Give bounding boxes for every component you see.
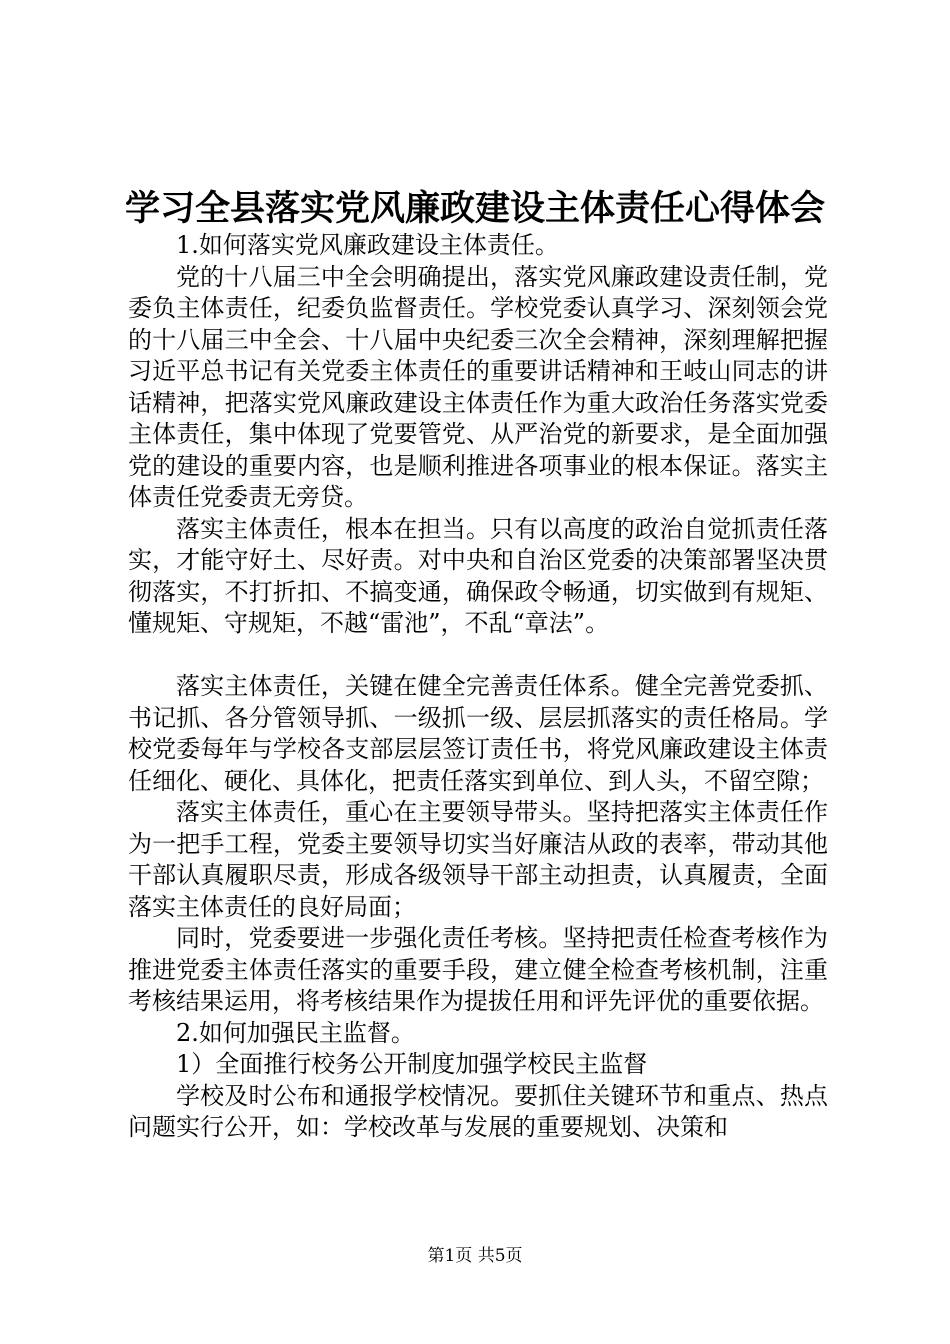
paragraph-spacer [128,640,828,672]
paragraph: 同时，党委要进一步强化责任考核。坚持把责任检查考核作为推进党委主体责任落实的重要手段，建立健全检查考核机制，注重考核结果运用，将考核结果作为提拔任用和评先评优的重要依据。 [128,924,828,1015]
paragraph-subheading: 1）全面推行校务公开制度加强学校民主监督 [176,1050,648,1078]
paragraph: 落实主体责任，关键在健全完善责任体系。健全完善党委抓、书记抓、各分管领导抓、一级抓一级、层层抓落实的责任格局。学校党委每年与学校各支部层层签订责任书，将党风廉政建设主体责任细化、硬化、具体化，把责任落实到单位、到人头，不留空隙； [128,672,828,795]
paragraph: 党的十八届三中全会明确提出，落实党风廉政建设责任制，党委负主体责任，纪委负监督责任。学校党委认真学习、深刻领会党的十八届三中全会、十八届中央纪委三次全会精神，深刻理解把握习近平总书记有关党委主体责任的重要讲话精神和王岐山同志的讲话精神，把落实党风廉政建设主体责任作为重大政治任务落实党委主体责任，集中体现了党要管党、从严治党的新要求，是全面加强党的建设的重要内容，也是顺利推进各项事业的根本保证。落实主体责任党委责无旁贷。 [128,262,828,511]
document-title: 学习全县落实党风廉政建设主体责任心得体会 [124,188,825,229]
page-footer: 第1页 共5页 [427,1246,523,1266]
paragraph-heading-2: 2.如何加强民主监督。 [176,1018,415,1047]
paragraph: 落实主体责任，重心在主要领导带头。坚持把落实主体责任作为一把手工程，党委主要领导切实当好廉洁从政的表率，带动其他干部认真履职尽责，形成各级领导干部主动担责，认真履责，全面落实主体责任的良好局面； [128,798,828,921]
paragraph: 学校及时公布和通报学校情况。要抓住关键环节和重点、热点问题实行公开，如：学校改革与发展的重要规划、决策和 [128,1081,828,1141]
paragraph-heading-1: 1.如何落实党风廉政建设主体责任。 [176,231,559,259]
document-body [128,230,828,1144]
paragraph: 落实主体责任，根本在担当。只有以高度的政治自觉抓责任落实，才能守好土、尽好责。对中央和自治区党委的决策部署坚决贯彻落实，不打折扣、不搞变通，确保政令畅通，切实做到有规矩、懂规矩、守规矩，不越“雷池”，不乱“章法”。 [128,514,828,637]
